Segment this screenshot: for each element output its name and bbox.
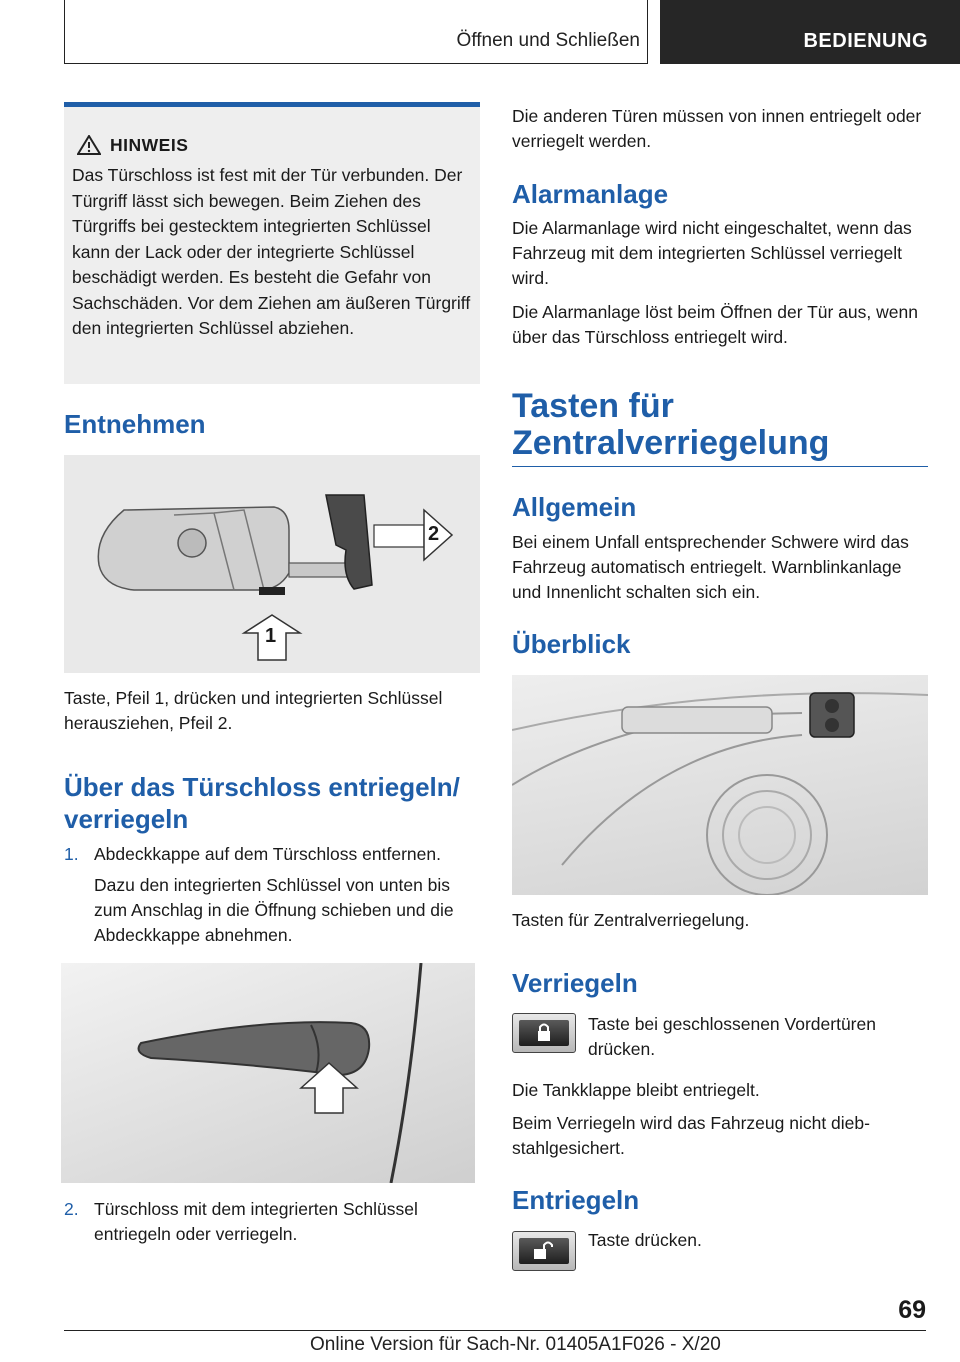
heading-ueberblick: Überblick — [512, 629, 631, 659]
verriegeln-text: Taste bei geschlossenen Vordertüren drücken. — [588, 1014, 876, 1059]
warning-title: HINWEIS — [110, 135, 189, 155]
footer-rule — [64, 1330, 926, 1331]
step-1-subtext: Dazu den integrierten Schlüssel von unten bis zum Anschlag in die Öffnung schieben und die Abdeckkappe abnehmen. — [94, 875, 454, 945]
step-2-text: Türschloss mit dem integrierten Schlüssel entriegeln oder verriegeln. — [94, 1199, 418, 1244]
step-1 — [64, 842, 480, 948]
overview-caption: Tasten für Zentralverriegelung. — [512, 910, 750, 930]
step-2-number: 2. — [64, 1199, 79, 1219]
heading-allgemein: Allgemein — [512, 492, 637, 522]
alarm-text-1: Die Alarmanlage wird nicht eingeschaltet, wenn das Fahrzeug mit dem integrierten Schlüssel verriegelt wird. — [512, 218, 912, 288]
door-handle-figure — [61, 963, 475, 1183]
page-number: 69 — [898, 1296, 926, 1324]
lock-button-icon — [512, 1013, 576, 1053]
heading-rule — [512, 466, 928, 467]
step-2 — [64, 1197, 480, 1247]
heading-tuerschloss: Über das Türschloss entriegeln/ verriegeln — [64, 772, 460, 834]
step-1-number: 1. — [64, 844, 79, 864]
heading-alarmanlage: Alarmanlage — [512, 179, 669, 209]
figure1-caption: Taste, Pfeil 1, drücken und integrierten Schlüssel herausziehen, Pfeil 2. — [64, 688, 443, 733]
footer-online-version: Online Version für Sach-Nr. 01405A1F026 - X/20 — [310, 1334, 721, 1355]
door-panel-figure — [512, 675, 928, 895]
key-removal-figure — [64, 455, 480, 673]
unlock-button-icon — [512, 1231, 576, 1271]
section-title: Öffnen und Schließen — [456, 30, 640, 51]
step-1-text: Abdeckkappe auf dem Türschloss entfernen. — [94, 844, 441, 864]
warning-box — [64, 102, 480, 384]
intro-text: Die anderen Türen müssen von innen entriegelt oder verriegelt werden. — [512, 106, 922, 151]
main-heading: Tasten für Zentralverriegelung — [512, 387, 830, 462]
arrow-label-1: 1 — [265, 625, 277, 647]
verriegeln-note-2: Beim Verriegeln wird das Fahrzeug nicht diebstahlgesichert. — [512, 1113, 870, 1158]
warning-triangle-icon — [77, 135, 101, 155]
heading-entnehmen: Entnehmen — [64, 409, 206, 439]
verriegeln-note-1: Die Tankklappe bleibt entriegelt. — [512, 1080, 760, 1100]
allgemein-text: Bei einem Unfall entsprechender Schwere wird das Fahrzeug automatisch entriegelt. Warnblinkanlage und Innenlicht schalten sich ein. — [512, 532, 909, 602]
warning-text: Das Türschloss ist fest mit der Tür verbunden. Der Türgriff lässt sich bewegen. Beim Ziehen des Türgriffs bei gestecktem integrierten Schlüssel kann der Lack oder der integrierte Schlüssel beschädigt werden. Es besteht die Gefahr von Sachschäden. Vor dem Ziehen am äußeren Türgriff den integrierten Schlüssel abziehen. — [72, 165, 471, 338]
chapter-tab: BEDIENUNG — [660, 0, 960, 64]
alarm-text-2: Die Alarmanlage löst beim Öffnen der Tür aus, wenn über das Türschloss entriegelt wird. — [512, 302, 918, 347]
heading-entriegeln: Entriegeln — [512, 1185, 640, 1215]
arrow-label-2: 2 — [428, 523, 440, 545]
entriegeln-text: Taste drücken. — [588, 1230, 702, 1250]
heading-verriegeln: Verriegeln — [512, 968, 638, 998]
